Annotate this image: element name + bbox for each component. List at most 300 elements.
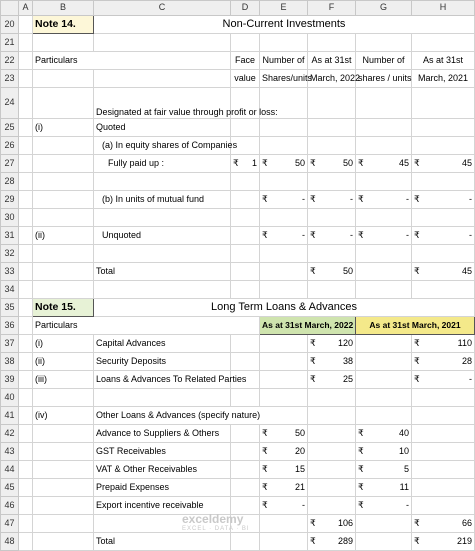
cell[interactable] xyxy=(308,155,356,173)
total-2022: 50 xyxy=(342,265,353,276)
cell[interactable] xyxy=(231,425,260,443)
item-label[interactable]: (ii) xyxy=(33,227,94,245)
row-number[interactable]: 32 xyxy=(1,245,19,263)
cell[interactable] xyxy=(308,227,356,245)
cell[interactable] xyxy=(412,389,475,407)
cell[interactable] xyxy=(356,425,412,443)
cell[interactable] xyxy=(19,245,33,263)
cell[interactable] xyxy=(33,155,94,173)
row-number[interactable]: 27 xyxy=(1,155,19,173)
cell[interactable] xyxy=(19,88,33,119)
rupee-symbol: ₹ xyxy=(414,535,420,546)
cell[interactable] xyxy=(19,461,33,479)
cell[interactable] xyxy=(308,479,356,497)
cell[interactable] xyxy=(19,407,33,425)
cell[interactable] xyxy=(308,119,356,137)
cell[interactable] xyxy=(19,443,33,461)
cell[interactable] xyxy=(356,119,412,137)
item-label[interactable]: (iii) xyxy=(33,371,94,389)
advance-suppliers-text[interactable]: Advance to Suppliers & Others xyxy=(94,425,231,443)
vat-receivables-text[interactable]: VAT & Other Receivables xyxy=(94,461,231,479)
dash-value: - xyxy=(406,193,409,204)
cell[interactable] xyxy=(412,137,475,155)
cell[interactable] xyxy=(412,281,475,299)
cell[interactable] xyxy=(356,515,412,533)
cell[interactable] xyxy=(412,34,475,52)
cell[interactable] xyxy=(260,209,308,227)
equity-shares-text[interactable]: (a) In equity shares of Companies xyxy=(94,137,231,155)
cell[interactable] xyxy=(260,533,308,551)
note-15-label[interactable]: Note 15. xyxy=(33,299,94,317)
dash-value: - xyxy=(302,229,305,240)
dash-value: - xyxy=(302,499,305,510)
cell[interactable] xyxy=(231,155,260,173)
cell[interactable] xyxy=(356,407,412,425)
cell[interactable] xyxy=(356,497,412,515)
cell[interactable] xyxy=(308,335,356,353)
cell[interactable] xyxy=(260,245,308,263)
row-number[interactable]: 38 xyxy=(1,353,19,371)
cell[interactable] xyxy=(412,335,475,353)
cell[interactable] xyxy=(231,281,260,299)
cell[interactable] xyxy=(19,425,33,443)
cell[interactable] xyxy=(308,461,356,479)
cell[interactable] xyxy=(260,227,308,245)
cell[interactable] xyxy=(308,353,356,371)
cell[interactable] xyxy=(356,371,412,389)
cell[interactable] xyxy=(94,173,231,191)
cell[interactable] xyxy=(231,389,260,407)
table-row xyxy=(1,70,475,88)
cell[interactable] xyxy=(19,479,33,497)
value-2021: 45 xyxy=(461,157,472,168)
cell[interactable] xyxy=(412,425,475,443)
cell[interactable] xyxy=(231,191,260,209)
cell[interactable] xyxy=(260,34,308,52)
cell[interactable] xyxy=(231,119,260,137)
cell[interactable] xyxy=(19,371,33,389)
cell[interactable] xyxy=(412,191,475,209)
cell[interactable] xyxy=(231,443,260,461)
cell[interactable] xyxy=(308,281,356,299)
table-row xyxy=(1,335,475,353)
rupee-symbol: ₹ xyxy=(414,157,420,168)
cell[interactable] xyxy=(308,497,356,515)
item-label[interactable]: (i) xyxy=(33,335,94,353)
column-header-row xyxy=(1,1,475,16)
cell[interactable] xyxy=(33,281,94,299)
rupee-symbol: ₹ xyxy=(310,229,316,240)
cell[interactable] xyxy=(412,263,475,281)
value-2022: 50 xyxy=(342,157,353,168)
cell[interactable] xyxy=(412,227,475,245)
row-number[interactable]: 26 xyxy=(1,137,19,155)
column-header-g[interactable]: G xyxy=(356,1,412,16)
cell[interactable] xyxy=(33,209,94,227)
fully-paid-text[interactable]: Fully paid up : xyxy=(94,155,231,173)
cell[interactable] xyxy=(308,263,356,281)
cell[interactable] xyxy=(308,389,356,407)
cell[interactable] xyxy=(308,515,356,533)
particulars-header[interactable]: Particulars xyxy=(33,52,231,70)
rupee-symbol: ₹ xyxy=(358,157,364,168)
table-row xyxy=(1,317,475,335)
cell[interactable] xyxy=(33,137,94,155)
march-2022-header[interactable]: March, 2022 xyxy=(308,70,356,88)
column-header-d[interactable]: D xyxy=(231,1,260,16)
cell[interactable] xyxy=(356,479,412,497)
shares-units-header[interactable]: Shares/units xyxy=(260,70,308,88)
cell[interactable] xyxy=(19,155,33,173)
cell[interactable] xyxy=(308,34,356,52)
cell[interactable] xyxy=(33,443,94,461)
cell[interactable] xyxy=(94,245,231,263)
cell[interactable] xyxy=(19,263,33,281)
row-number[interactable]: 40 xyxy=(1,389,19,407)
cell[interactable] xyxy=(94,281,231,299)
cell[interactable] xyxy=(231,227,260,245)
particulars-header[interactable]: Particulars xyxy=(33,317,260,335)
number-header-2[interactable]: Number of xyxy=(356,52,412,70)
row-number[interactable]: 34 xyxy=(1,281,19,299)
cell[interactable] xyxy=(356,227,412,245)
row-number[interactable]: 20 xyxy=(1,16,19,34)
header-2021[interactable]: As at 31st March, 2021 xyxy=(356,317,475,335)
cell[interactable] xyxy=(33,461,94,479)
section-title-investments[interactable]: Non-Current Investments xyxy=(94,16,475,34)
cell[interactable] xyxy=(260,173,308,191)
cell[interactable] xyxy=(412,497,475,515)
cell[interactable] xyxy=(356,155,412,173)
cell[interactable] xyxy=(19,317,33,335)
security-deposits-text[interactable]: Security Deposits xyxy=(94,353,231,371)
cell[interactable] xyxy=(19,281,33,299)
cell[interactable] xyxy=(412,88,475,119)
number-header[interactable]: Number of xyxy=(260,52,308,70)
cell[interactable] xyxy=(231,335,260,353)
cell[interactable] xyxy=(412,371,475,389)
cell[interactable] xyxy=(231,34,260,52)
capital-advances-text[interactable]: Capital Advances xyxy=(94,335,231,353)
row-number[interactable]: 48 xyxy=(1,533,19,551)
row-number[interactable]: 33 xyxy=(1,263,19,281)
cell[interactable] xyxy=(260,425,308,443)
cell[interactable] xyxy=(260,497,308,515)
value-2021: 40 xyxy=(398,427,409,438)
column-header-a[interactable]: A xyxy=(19,1,33,16)
row-number[interactable]: 30 xyxy=(1,209,19,227)
table-row xyxy=(1,461,475,479)
cell[interactable] xyxy=(19,34,33,52)
rupee-symbol: ₹ xyxy=(310,535,316,546)
cell[interactable] xyxy=(33,425,94,443)
cell[interactable] xyxy=(356,533,412,551)
mutual-fund-text[interactable]: (b) In units of mutual fund xyxy=(94,191,231,209)
cell[interactable] xyxy=(356,173,412,191)
cell[interactable] xyxy=(308,443,356,461)
table-row xyxy=(1,371,475,389)
cell[interactable] xyxy=(308,425,356,443)
cell[interactable] xyxy=(33,515,94,533)
cell[interactable] xyxy=(231,461,260,479)
cell[interactable] xyxy=(356,34,412,52)
table-row xyxy=(1,443,475,461)
cell[interactable] xyxy=(19,335,33,353)
column-header-b[interactable]: B xyxy=(33,1,94,16)
cell[interactable] xyxy=(260,461,308,479)
cell[interactable] xyxy=(412,209,475,227)
cell[interactable] xyxy=(94,389,231,407)
cell[interactable] xyxy=(308,88,356,119)
loans-related-text[interactable]: Loans & Advances To Related Parties xyxy=(94,371,231,389)
total-label[interactable]: Total xyxy=(94,263,231,281)
cell[interactable] xyxy=(308,407,356,425)
cell[interactable] xyxy=(412,533,475,551)
dash-value: - xyxy=(406,499,409,510)
row-number[interactable]: 44 xyxy=(1,461,19,479)
row-number[interactable]: 21 xyxy=(1,34,19,52)
row-number[interactable]: 35 xyxy=(1,299,19,317)
row-number[interactable]: 31 xyxy=(1,227,19,245)
cell[interactable] xyxy=(231,173,260,191)
cell[interactable] xyxy=(308,533,356,551)
note-14-label[interactable]: Note 14. xyxy=(33,16,94,34)
cell[interactable] xyxy=(308,137,356,155)
table-row xyxy=(1,137,475,155)
rupee-symbol: ₹ xyxy=(414,337,420,348)
cell[interactable] xyxy=(412,353,475,371)
cell[interactable] xyxy=(19,173,33,191)
unquoted-text[interactable]: Unquoted xyxy=(94,227,231,245)
cell[interactable] xyxy=(231,209,260,227)
column-header-c[interactable]: C xyxy=(94,1,231,16)
export-incentive-text[interactable]: Export incentive receivable xyxy=(94,497,231,515)
value-2021: 11 xyxy=(399,481,409,492)
cell[interactable] xyxy=(356,191,412,209)
cell[interactable] xyxy=(260,389,308,407)
cell[interactable] xyxy=(260,281,308,299)
quoted-text[interactable]: Quoted xyxy=(94,119,231,137)
cell[interactable] xyxy=(19,52,33,70)
table-row xyxy=(1,425,475,443)
cell[interactable] xyxy=(356,335,412,353)
shares-2022: 50 xyxy=(294,157,305,168)
cell[interactable] xyxy=(33,533,94,551)
rupee-symbol: ₹ xyxy=(310,355,316,366)
cell[interactable] xyxy=(356,137,412,155)
row-number[interactable]: 23 xyxy=(1,70,19,88)
cell[interactable] xyxy=(260,479,308,497)
cell[interactable] xyxy=(412,443,475,461)
as-at-header[interactable]: As at 31st xyxy=(308,52,356,70)
cell[interactable] xyxy=(231,353,260,371)
rupee-symbol: ₹ xyxy=(358,445,364,456)
cell[interactable] xyxy=(33,263,94,281)
gst-receivables-text[interactable]: GST Receivables xyxy=(94,443,231,461)
cell[interactable] xyxy=(356,209,412,227)
cell[interactable] xyxy=(356,245,412,263)
cell[interactable] xyxy=(260,263,308,281)
cell[interactable] xyxy=(19,515,33,533)
row-number[interactable]: 28 xyxy=(1,173,19,191)
table-row xyxy=(1,173,475,191)
dash-value: - xyxy=(302,193,305,204)
table-row xyxy=(1,263,475,281)
cell[interactable] xyxy=(94,209,231,227)
table-row xyxy=(1,88,475,119)
cell[interactable] xyxy=(33,173,94,191)
table-row xyxy=(1,227,475,245)
value-2021: - xyxy=(469,373,472,384)
cell[interactable] xyxy=(412,155,475,173)
face-value-header[interactable]: value xyxy=(231,70,260,88)
row-number[interactable]: 22 xyxy=(1,52,19,70)
cell[interactable] xyxy=(412,119,475,137)
rupee-symbol: ₹ xyxy=(262,229,268,240)
cell[interactable] xyxy=(412,245,475,263)
cell[interactable] xyxy=(19,209,33,227)
cell[interactable] xyxy=(19,16,33,34)
cell[interactable] xyxy=(33,245,94,263)
cell[interactable] xyxy=(260,353,308,371)
cell[interactable] xyxy=(260,119,308,137)
cell[interactable] xyxy=(19,227,33,245)
table-row xyxy=(1,479,475,497)
cell[interactable] xyxy=(356,88,412,119)
march-2021-header[interactable]: March, 2021 xyxy=(412,70,475,88)
cell[interactable] xyxy=(356,353,412,371)
row-number[interactable]: 25 xyxy=(1,119,19,137)
row-number[interactable]: 43 xyxy=(1,443,19,461)
cell[interactable] xyxy=(260,443,308,461)
rupee-symbol: ₹ xyxy=(310,265,316,276)
cell[interactable] xyxy=(231,533,260,551)
section-title-loans[interactable]: Long Term Loans & Advances xyxy=(94,299,475,317)
cell[interactable] xyxy=(356,281,412,299)
dash-value: - xyxy=(350,229,353,240)
cell[interactable] xyxy=(19,137,33,155)
cell[interactable] xyxy=(412,461,475,479)
cell[interactable] xyxy=(356,389,412,407)
row-number[interactable]: 39 xyxy=(1,371,19,389)
cell[interactable] xyxy=(412,173,475,191)
row-number[interactable]: 42 xyxy=(1,425,19,443)
cell[interactable] xyxy=(19,497,33,515)
dash-value: - xyxy=(406,229,409,240)
rupee-symbol: ₹ xyxy=(358,427,364,438)
cell[interactable] xyxy=(19,299,33,317)
face-header[interactable]: Face xyxy=(231,52,260,70)
cell[interactable] xyxy=(19,389,33,407)
table-row xyxy=(1,119,475,137)
cell[interactable] xyxy=(33,34,94,52)
cell[interactable] xyxy=(19,353,33,371)
rupee-symbol: ₹ xyxy=(414,229,420,240)
as-at-header-2[interactable]: As at 31st xyxy=(412,52,475,70)
rupee-symbol: ₹ xyxy=(414,373,420,384)
select-all-corner[interactable] xyxy=(1,1,19,16)
table-row xyxy=(1,353,475,371)
cell[interactable] xyxy=(260,137,308,155)
fair-value-text[interactable]: Designated at fair value through profit or loss: xyxy=(94,88,231,119)
cell[interactable] xyxy=(19,533,33,551)
cell[interactable] xyxy=(356,443,412,461)
cell[interactable] xyxy=(19,191,33,209)
row-number[interactable]: 47 xyxy=(1,515,19,533)
cell[interactable] xyxy=(94,70,231,88)
row-number[interactable]: 46 xyxy=(1,497,19,515)
watermark-tagline: EXCEL · DATA · BI xyxy=(182,526,250,532)
cell[interactable] xyxy=(412,515,475,533)
cell[interactable] xyxy=(308,173,356,191)
cell[interactable] xyxy=(260,371,308,389)
item-label[interactable]: (ii) xyxy=(33,353,94,371)
column-header-e[interactable]: E xyxy=(260,1,308,16)
row-number[interactable]: 36 xyxy=(1,317,19,335)
header-2022[interactable]: As at 31st March, 2022 xyxy=(260,317,356,335)
value-2022: 50 xyxy=(294,427,305,438)
shares-units-header-2[interactable]: shares / units xyxy=(356,70,412,88)
prepaid-expenses-text[interactable]: Prepaid Expenses xyxy=(94,479,231,497)
row-number[interactable]: 24 xyxy=(1,88,19,119)
rupee-symbol: ₹ xyxy=(358,193,364,204)
cell[interactable] xyxy=(231,263,260,281)
cell[interactable] xyxy=(308,209,356,227)
cell[interactable] xyxy=(33,88,94,119)
cell[interactable] xyxy=(231,245,260,263)
rupee-symbol: ₹ xyxy=(310,373,316,384)
cell[interactable] xyxy=(308,371,356,389)
other-loans-text[interactable]: Other Loans & Advances (specify nature) xyxy=(94,407,308,425)
rupee-symbol: ₹ xyxy=(310,337,316,348)
column-header-h[interactable]: H xyxy=(412,1,475,16)
cell[interactable] xyxy=(308,245,356,263)
cell[interactable] xyxy=(260,515,308,533)
item-label[interactable]: (iv) xyxy=(33,407,94,425)
cell[interactable] xyxy=(412,479,475,497)
cell[interactable] xyxy=(33,191,94,209)
cell[interactable] xyxy=(94,34,231,52)
cell[interactable] xyxy=(412,407,475,425)
table-row xyxy=(1,407,475,425)
cell[interactable] xyxy=(33,479,94,497)
cell[interactable] xyxy=(260,191,308,209)
rupee-symbol: ₹ xyxy=(358,499,364,510)
subtotal-2022: 106 xyxy=(337,517,353,528)
cell[interactable] xyxy=(231,479,260,497)
row-number[interactable]: 29 xyxy=(1,191,19,209)
item-label[interactable]: (i) xyxy=(33,119,94,137)
cell[interactable] xyxy=(308,191,356,209)
cell[interactable] xyxy=(19,70,33,88)
cell[interactable] xyxy=(19,119,33,137)
row-number[interactable]: 37 xyxy=(1,335,19,353)
row-number[interactable]: 41 xyxy=(1,407,19,425)
cell[interactable] xyxy=(33,389,94,407)
rupee-symbol: ₹ xyxy=(358,481,364,492)
cell[interactable] xyxy=(33,70,94,88)
total-2021: 219 xyxy=(456,535,472,546)
cell[interactable] xyxy=(356,461,412,479)
total-label[interactable]: Total xyxy=(94,533,231,551)
cell[interactable] xyxy=(33,497,94,515)
cell[interactable] xyxy=(260,155,308,173)
row-number[interactable]: 45 xyxy=(1,479,19,497)
column-header-f[interactable]: F xyxy=(308,1,356,16)
cell[interactable] xyxy=(260,335,308,353)
total-2022: 289 xyxy=(337,535,353,546)
cell[interactable] xyxy=(356,263,412,281)
